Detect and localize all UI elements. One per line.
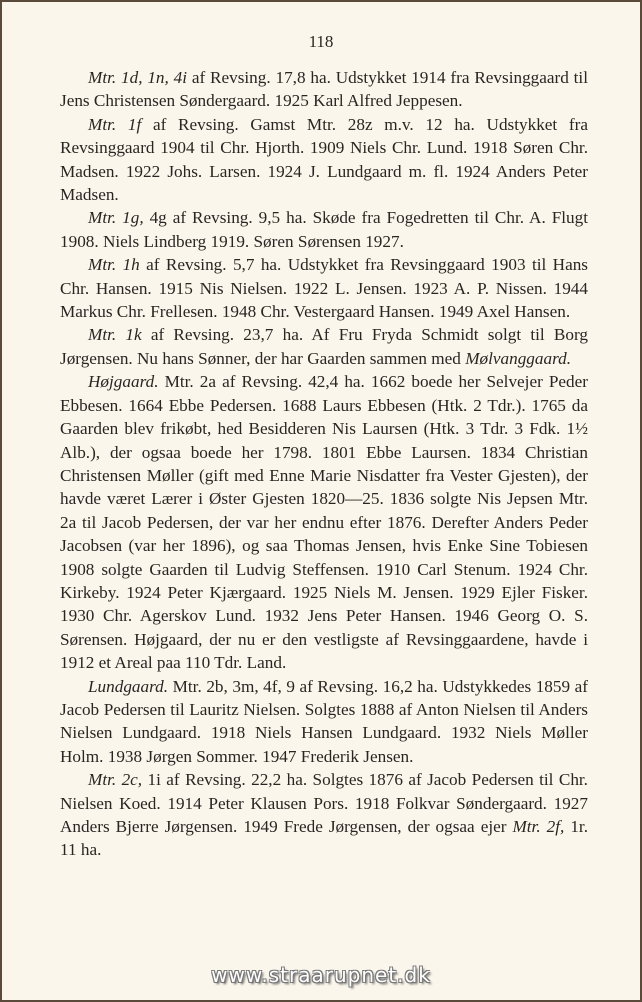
- paragraph-text: Mtr. 2b, 3m, 4f, 9 af Revsing. 16,2 ha. Udstykkedes 1859 af Jacob Pedersen til Lauritz Nielsen. Solgtes 1888 af Anton Nielsen til Anders Nielsen Lundgaard. 1918 Niels Hansen Lundgaard. 1932 Niels Møller Holm. 1938 Jørgen Sommer. 1947 Frederik Jensen.: [60, 676, 588, 766]
- lot-heading: Mtr. 1g,: [88, 208, 144, 228]
- lot-heading: Mtr. 2f,: [512, 817, 565, 836]
- paragraph-text: af Revsing. 17,8 ha. Udstykket 1914 fra Revsinggaard til Jens Christensen Søndergaard. 1925 Karl Alfred Jeppesen.: [60, 68, 588, 111]
- paragraph-text: 1r. 11 ha.: [60, 817, 589, 860]
- farm-name: Højgaard.: [88, 372, 159, 392]
- farm-name: Lundgaard.: [88, 676, 169, 696]
- paragraph: [60, 675, 588, 769]
- paragraph: [60, 66, 588, 113]
- paragraph: [60, 323, 588, 370]
- paragraph: [60, 253, 588, 323]
- paragraph-text: 4g af Revsing. 9,5 ha. Skøde fra Fogedretten til Chr. A. Flugt 1908. Niels Lindberg 1919. Søren Sørensen 1927.: [60, 208, 589, 251]
- paragraph-text: af Revsing. 23,7 ha. Af Fru Fryda Schmidt solgt til Borg Jørgensen. Nu hans Sønner, der har Gaarden sammen med: [60, 325, 588, 368]
- paragraph: [60, 768, 588, 862]
- page-number: 118: [308, 32, 334, 51]
- body-text: [60, 66, 588, 862]
- paragraph-text: af Revsing. 5,7 ha. Udstykket fra Revsinggaard 1903 til Hans Chr. Hansen. 1915 Nis Nielsen. 1922 L. Jensen. 1923 A. P. Nissen. 1944 Markus Chr. Frellesen. 1948 Chr. Vestergaard Hansen. 1949 Axel Hansen.: [60, 255, 588, 322]
- lot-heading: Mtr. 2c,: [88, 770, 143, 790]
- paragraph-text: Mtr. 2a af Revsing. 42,4 ha. 1662 boede her Selvejer Peder Ebbesen. 1664 Ebbe Pedersen. 1688 Laurs Ebbesen (Htk. 2 Tdr.). 1765 da Gaarden blev frikøbt, hed Besidderen Nis Laursen (Htk. 3 Tdr. 3 Fdk. 1½ Alb.), der ogsaa boede her 1798. 1801 Ebbe Laursen. 1834 Christian Christensen Møller (gift med Enne Marie Nisdatter fra Vester Gjesten), der havde været Lærer i Øster Gjesten 1820—25. 1836 solgte Nis Jepsen Mtr. 2a til Jacob Pedersen, der var her endnu efter 1876. Derefter Anders Peder Jacobsen (var her 1896), og saa Thomas Jensen, hvis Enke Sine Tobiesen 1908 solgte Gaarden til Ludvig Steffensen. 1910 Carl Stenum. 1924 Chr. Kirkeby. 1924 Peter Kjærgaard. 1925 Niels M. Jensen. 1929 Ejler Fisker. 1930 Chr. Agerskov Lund. 1932 Jens Peter Hansen. 1946 Georg O. S. Sørensen. Højgaard, der nu er den vestligste af Revsinggaardene, havde i 1912 et Areal paa 110 Tdr. Land.: [60, 372, 588, 673]
- lot-heading: Mtr. 1k: [88, 325, 142, 345]
- paragraph: [60, 370, 588, 674]
- paragraph-text: af Revsing. Gamst Mtr. 28z m.v. 12 ha. Udstykket fra Revsinggaard 1904 til Chr. Hjorth. 1909 Niels Chr. Lund. 1918 Søren Chr. Madsen. 1922 Johs. Larsen. 1924 J. Lundgaard m. fl. 1924 Anders Peter Madsen.: [60, 114, 588, 205]
- website-watermark: www.straarupnet.dk: [211, 963, 431, 987]
- farm-name: Mølvanggaard.: [465, 348, 572, 368]
- paragraph: [60, 113, 588, 207]
- paragraph: [60, 206, 588, 253]
- lot-heading: Mtr. 1d, 1n, 4i: [88, 68, 187, 87]
- lot-heading: Mtr. 1h: [88, 255, 140, 275]
- paragraph-text: 1i af Revsing. 22,2 ha. Solgtes 1876 af Jacob Pedersen til Chr. Nielsen Koed. 1914 Peter Klausen Pors. 1918 Folkvar Søndergaard. 1927 Anders Bjerre Jørgensen. 1949 Frede Jørgensen, der ogsaa ejer: [60, 770, 588, 836]
- lot-heading: Mtr. 1f: [88, 114, 142, 134]
